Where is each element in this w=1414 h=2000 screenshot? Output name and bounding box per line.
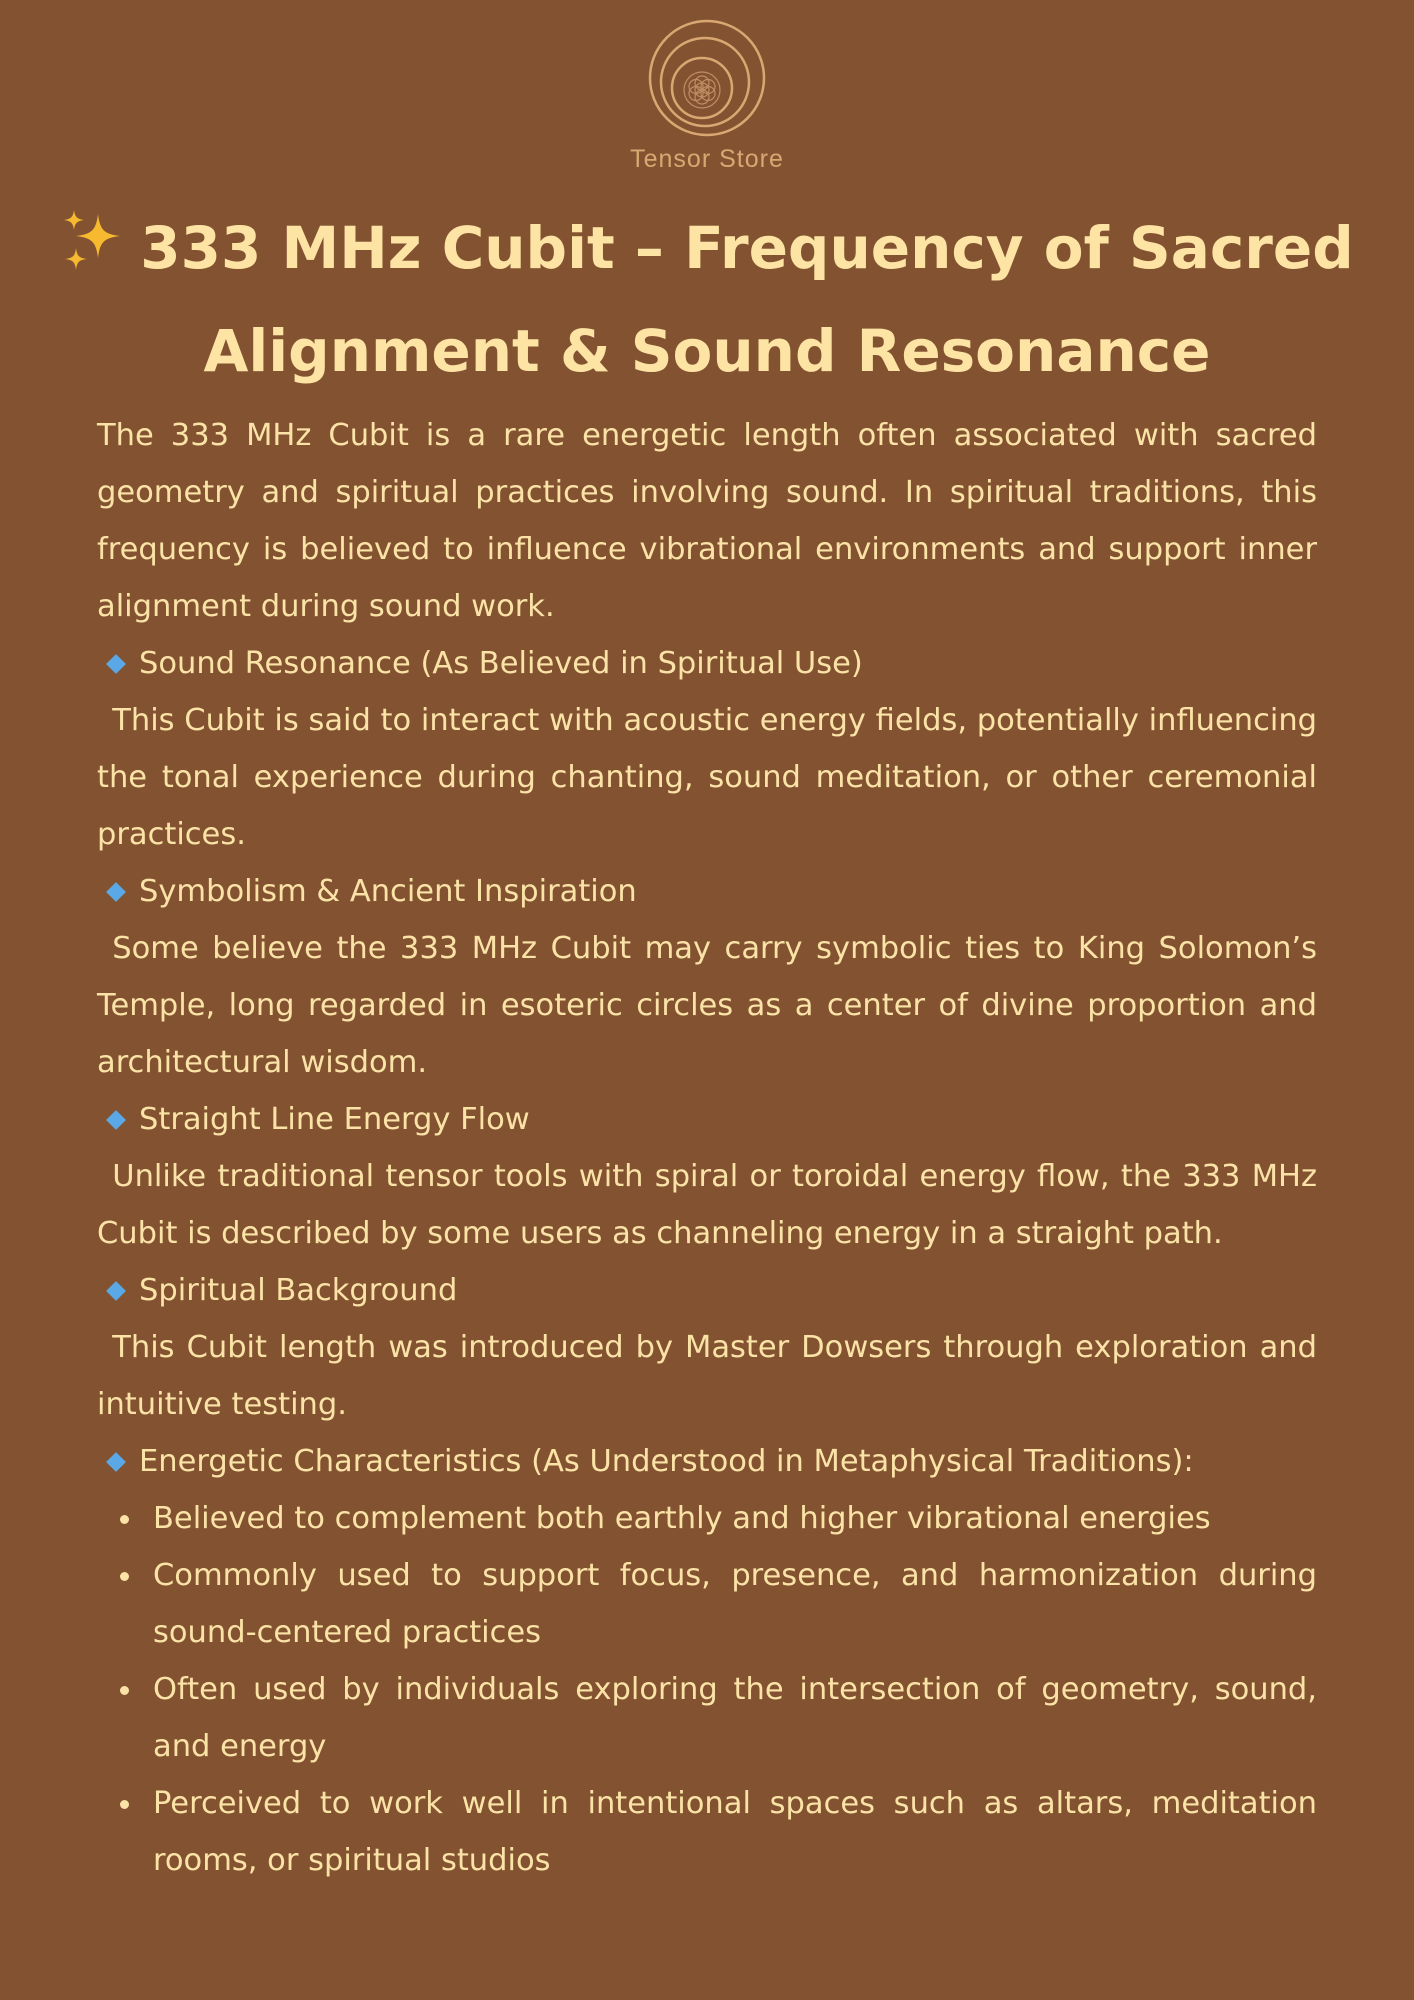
section-body-sound-resonance: This Cubit is said to interact with acoustic energy fields, potentially influencing the tonal experience during chanting, sound meditation, or other ceremonial practices. [97,703,1318,852]
intro-paragraph: The 333 MHz Cubit is a rare energetic length often associated with sacred geometry and spiritual practices involving sound. In spiritual traditions, this frequency is believed to influence vibrational environments and support inner alignment during sound work. [97,418,1317,624]
list-item: Often used by individuals exploring the intersection of geometry, sound, and energy [97,1661,1317,1775]
characteristics-list [97,1490,1317,1889]
concentric-circles-logo-icon [647,18,767,138]
section-heading-spiritual-background: Spiritual Background [97,1262,1317,1319]
bullet-icon [120,1686,129,1695]
brand-name: Tensor Store [630,145,784,173]
blue-diamond-icon [106,1110,126,1130]
bullet-icon [120,1572,129,1581]
article-body [97,407,1317,1889]
bullet-icon [120,1515,129,1524]
blue-diamond-icon [106,882,126,902]
list-item: Perceived to work well in intentional spaces such as altars, meditation rooms, or spiritual studios [97,1775,1317,1889]
blue-diamond-icon [106,654,126,674]
blue-diamond-icon [106,1452,126,1472]
section-body-energy-flow: Unlike traditional tensor tools with spiral or toroidal energy flow, the 333 MHz Cubit is described by some users as channeling energy in a straight path. [97,1159,1317,1251]
list-item: Commonly used to support focus, presence, and harmonization during sound-centered practices [97,1547,1317,1661]
section-heading-symbolism: Symbolism & Ancient Inspiration [97,863,1317,920]
section-heading-energy-flow: Straight Line Energy Flow [97,1091,1317,1148]
section-heading-characteristics: Energetic Characteristics (As Understood in Metaphysical Traditions): [97,1433,1317,1490]
section-body-symbolism: Some believe the 333 MHz Cubit may carry symbolic ties to King Solomon’s Temple, long regarded in esoteric circles as a center of divine proportion and architectural wisdom. [97,931,1317,1080]
section-heading-sound-resonance: Sound Resonance (As Believed in Spiritual Use) [97,635,1317,692]
sparkles-icon [60,206,126,303]
section-body-spiritual-background: This Cubit length was introduced by Master Dowsers through exploration and intuitive testing. [97,1330,1317,1422]
blue-diamond-icon [106,1281,126,1301]
page-title-text: 333 MHz Cubit – Frequency of Sacred Alignment & Sound Resonance [140,214,1354,385]
brand-logo [0,18,1414,174]
list-item: Believed to complement both earthly and higher vibrational energies [97,1490,1317,1547]
bullet-icon [120,1800,129,1809]
page-title [30,200,1384,400]
